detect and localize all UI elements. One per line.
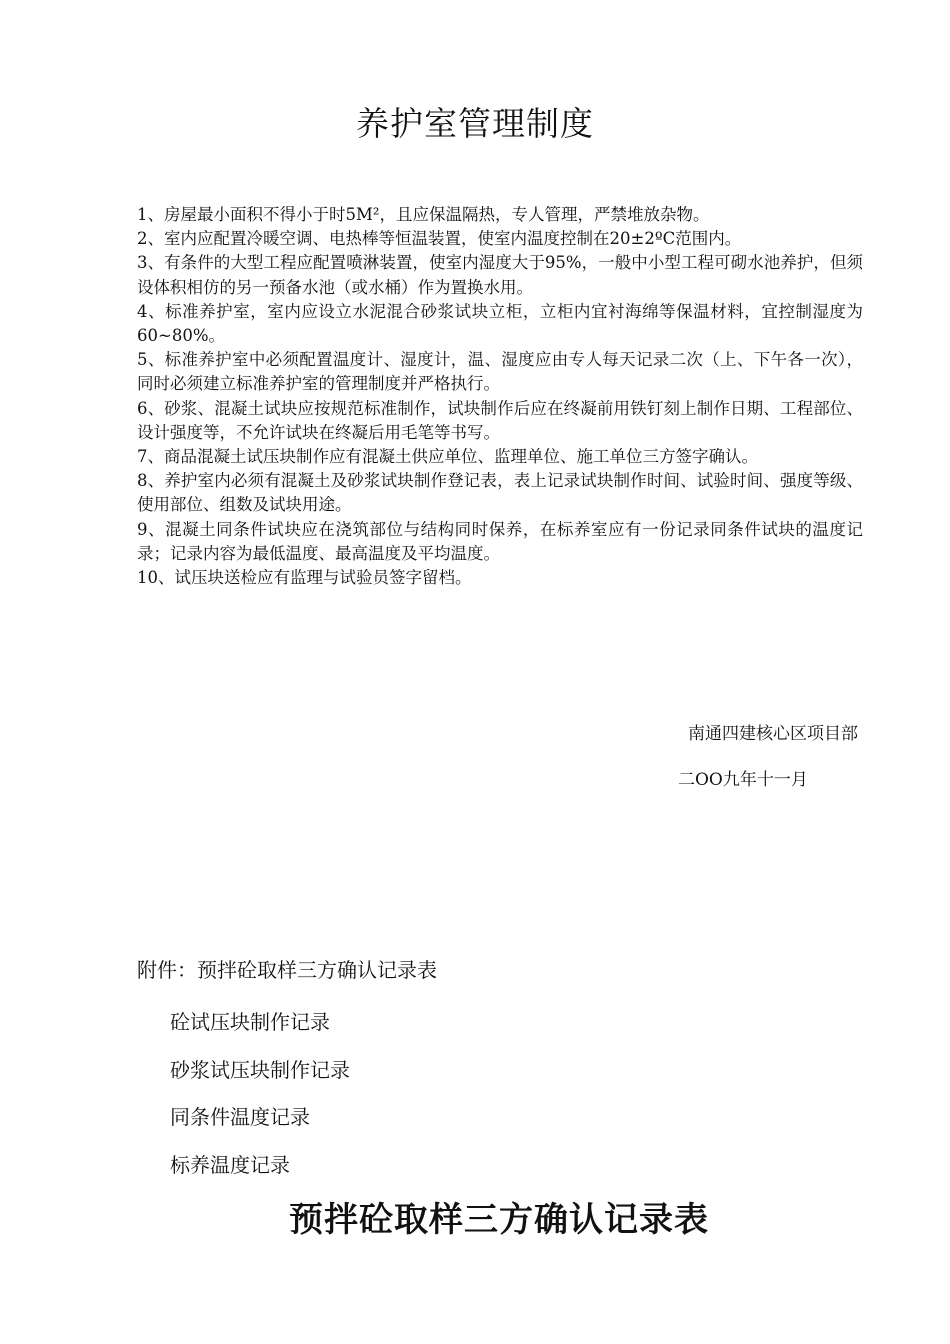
rule-item: 10、试压块送检应有监理与试验员签字留档。 — [137, 568, 472, 588]
rule-item: 6、砂浆、混凝土试块应按规范标准制作，试块制作后应在终凝前用铁钉刻上制作日期、工程部位、设计强度等，不允许试块在终凝后用毛笔等书写。 — [137, 398, 863, 442]
rule-item: 2、室内应配置冷暖空调、电热棒等恒温装置，使室内温度控制在20±2ºC范围内。 — [137, 229, 742, 249]
document-date: 二OO九年十一月 — [678, 770, 808, 790]
rule-item: 4、标准养护室，室内应设立水泥混合砂浆试块立柜，立柜内宜衬海绵等保温材料，宜控制湿度为60~80%。 — [137, 301, 863, 346]
rule-item: 9、混凝土同条件试块应在浇筑部位与结构同时保养，在标养室应有一份记录同条件试块的温度记录；记录内容为最低温度、最高温度及平均温度。 — [137, 519, 863, 563]
rule-item: 8、养护室内必须有混凝土及砂浆试块制作登记表，表上记录试块制作时间、试验时间、强度等级、使用部位、组数及试块用途。 — [137, 471, 863, 515]
attachments-heading: 附件：预拌砼取样三方确认记录表 — [137, 958, 437, 982]
attachment-item: 砂浆试压块制作记录 — [170, 1057, 350, 1082]
rule-item: 3、有条件的大型工程应配置喷淋装置，使室内湿度大于95%，一般中小型工程可砌水池养护，但须设体积相仿的另一预备水池（或水桶）作为置换水用。 — [137, 253, 863, 297]
document-title: 养护室管理制度 — [356, 104, 594, 143]
rule-item: 5、标准养护室中必须配置温度计、湿度计，温、湿度应由专人每天记录二次（上、下午各一次），同时必须建立标准养护室的管理制度并严格执行。 — [137, 350, 863, 394]
organization-signature: 南通四建核心区项目部 — [688, 724, 858, 744]
attachment-item: 砼试压块制作记录 — [170, 1010, 330, 1034]
attachment-item: 同条件温度记录 — [170, 1105, 310, 1129]
rule-item: 7、商品混凝土试压块制作应有混凝土供应单位、监理单位、施工单位三方签字确认。 — [137, 447, 758, 467]
form-title: 预拌砼取样三方确认记录表 — [289, 1200, 709, 1240]
rules-list — [137, 203, 863, 590]
rule-item: 1、房屋最小面积不得小于时5M²，且应保温隔热，专人管理，严禁堆放杂物。 — [137, 205, 710, 224]
attachment-item: 标养温度记录 — [170, 1152, 290, 1177]
attachments-list — [170, 999, 350, 1189]
